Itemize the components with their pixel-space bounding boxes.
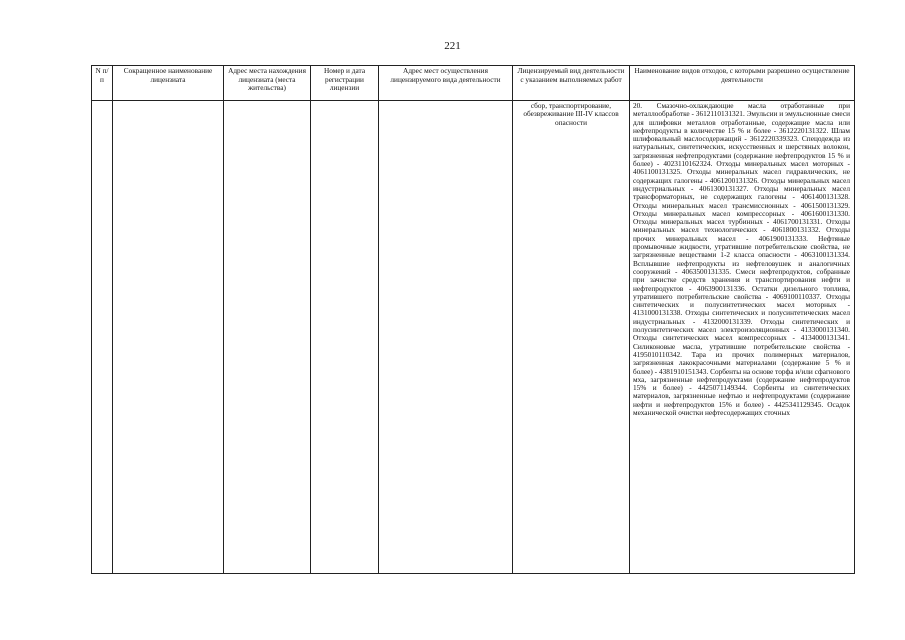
header-name: Сокращенное наименование лицензиата: [113, 66, 224, 101]
table-header-row: [92, 66, 855, 101]
cell-activity: сбор, транспортирование, обезвреживание III-IV классов опасности: [513, 101, 630, 574]
cell-number: [92, 101, 113, 574]
table-row: [92, 101, 855, 574]
cell-license: [311, 101, 379, 574]
header-address: Адрес места нахождения лицензиата (места жительства): [224, 66, 311, 101]
page-number: 221: [444, 40, 461, 52]
cell-name: [113, 101, 224, 574]
header-places: Адрес мест осуществления лицензируемого вида деятельности: [379, 66, 513, 101]
header-number: N п/п: [92, 66, 113, 101]
header-license: Номер и дата регистрации лицензии: [311, 66, 379, 101]
cell-waste-types: 20. Смазочно-охлаждающие масла отработанные при металлообработке - 3612110131321. Эмульсии и эмульсионные смеси для шлифовки металлов отработанные, содержащие масла или нефтепродукты в количестве 15 % и более - 3612220131322. Шлам шлифовальный маслосодержащий - 3612220339323. Спецодежда из натуральных, синтетических, искусственных и шерстяных волокон, загрязненная нефтепродуктами (содержание нефтепродуктов 15 % и более) - 4023110162324. Отходы минеральных масел моторных - 4061100131325. Отходы минеральных масел гидравлических, не содержащих галогены - 4061200131326. Отходы минеральных масел индустриальных - 4061300131327. Отходы минеральных масел трансформаторных, не содержащих галогены - 4061400131328. Отходы минеральных масел трансмиссионных - 4061500131329. Отходы минеральных масел компрессорных - 4061600131330. Отходы минеральных масел турбинных - 4061700131331. Отходы минеральных масел технологических - 4061800131332. Отходы прочих минеральных масел - 4061900131333. Нефтяные промывочные жидкости, утратившие потребительские свойства, не загрязненные веществами 1-2 класса опасности - 4063100131334. Всплывшие нефтепродукты из нефтеловушек и аналогичных сооружений - 4063500131335. Смеси нефтепродуктов, собранные при зачистке средств хранения и транспортирования нефти и нефтепродуктов - 4063900131336. Остатки дизельного топлива, утратившего потребительские свойства - 4069100110337. Отходы синтетических и полусинтетических масел моторных - 4131000131338. Отходы синтетических и полусинтетических масел индустриальных - 4132000131339. Отходы синтетических и полусинтетических масел электроизоляционных - 4133000131340. Отходы синтетических масел компрессорных - 4134000131341. Силиконовые масла, утратившие потребительские свойства - 4195010110342. Тара из прочих полимерных материалов, загрязненная лакокрасочными материалами (содержание 5 % и более) - 4381910151343. Сорбенты на основе торфа и/или сфагнового мха, загрязненные нефтепродуктами (содержание нефтепродуктов 15% и более) - 4425071149344. Сорбенты из синтетических материалов, загрязненные нефтью и нефтепродуктами (содержание нефти и нефтепродуктов 15% и более) - 4425341129345. Осадок механической очистки нефтесодержащих сточных: [630, 101, 855, 574]
cell-places: [379, 101, 513, 574]
license-table: [91, 65, 855, 574]
header-waste: Наименование видов отходов, с которыми разрешено осуществление деятельности: [630, 66, 855, 101]
cell-address: [224, 101, 311, 574]
header-activity: Лицензируемый вид деятельности с указанием выполняемых работ: [513, 66, 630, 101]
